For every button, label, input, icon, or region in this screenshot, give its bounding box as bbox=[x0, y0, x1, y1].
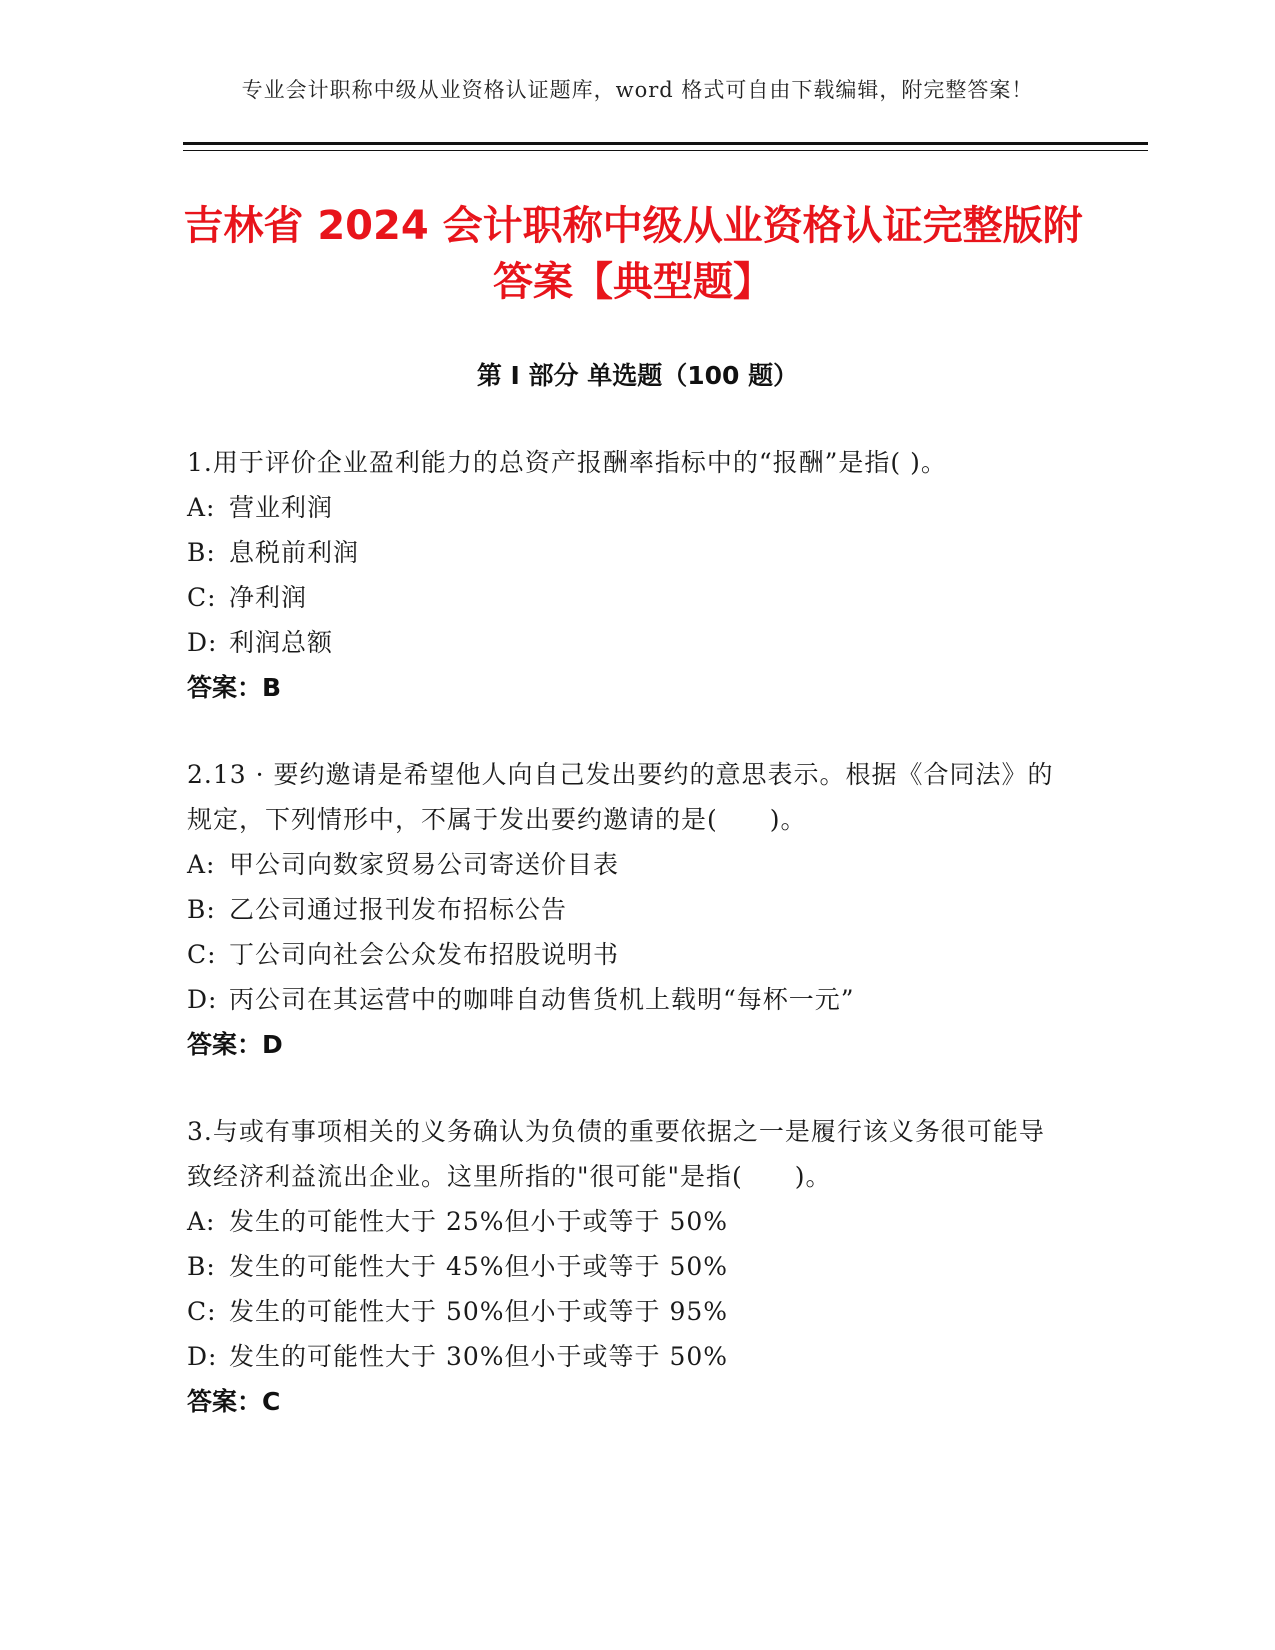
answer-line bbox=[187, 1379, 1067, 1424]
option-key: C: bbox=[187, 1297, 217, 1326]
option-a bbox=[187, 842, 1067, 887]
answer-value: B bbox=[262, 673, 282, 702]
option-a bbox=[187, 1199, 1067, 1244]
question-3 bbox=[187, 1109, 1067, 1424]
option-c bbox=[187, 575, 1067, 620]
answer-value: D bbox=[262, 1030, 283, 1059]
header-rule-thick bbox=[183, 142, 1148, 145]
option-text: 乙公司通过报刊发布招标公告 bbox=[229, 895, 568, 924]
section-title: 第 I 部分 单选题（100 题） bbox=[476, 361, 799, 390]
answer-prefix: 答案： bbox=[187, 1387, 263, 1416]
option-key: C: bbox=[187, 583, 217, 612]
option-text: 甲公司向数家贸易公司寄送价目表 bbox=[229, 850, 620, 879]
option-b bbox=[187, 887, 1067, 932]
answer-line bbox=[187, 665, 1067, 710]
option-text: 发生的可能性大于 45%但小于或等于 50% bbox=[229, 1252, 729, 1281]
option-text: 息税前利润 bbox=[229, 538, 360, 567]
question-stem: 2.13 · 要约邀请是希望他人向自己发出要约的意思表示。根据《合同法》的规定，下列情形中，不属于发出要约邀请的是( )。 bbox=[187, 760, 1054, 834]
option-text: 发生的可能性大于 50%但小于或等于 95% bbox=[229, 1297, 729, 1326]
answer-value: C bbox=[262, 1387, 281, 1416]
option-key: B: bbox=[187, 538, 216, 567]
option-text: 发生的可能性大于 30%但小于或等于 50% bbox=[229, 1342, 729, 1371]
question-1 bbox=[187, 440, 1067, 710]
question-stem: 3.与或有事项相关的义务确认为负债的重要依据之一是履行该义务很可能导致经济利益流出企业。这里所指的"很可能"是指( )。 bbox=[187, 1117, 1045, 1191]
question-2 bbox=[187, 752, 1067, 1067]
option-text: 发生的可能性大于 25%但小于或等于 50% bbox=[229, 1207, 729, 1236]
option-text: 丙公司在其运营中的咖啡自动售货机上载明“每杯一元” bbox=[229, 985, 855, 1014]
option-key: B: bbox=[187, 895, 216, 924]
header-rule-thin bbox=[183, 150, 1148, 151]
option-d bbox=[187, 620, 1067, 665]
option-text: 利润总额 bbox=[229, 628, 334, 657]
answer-prefix: 答案： bbox=[187, 673, 263, 702]
option-c bbox=[187, 1289, 1067, 1334]
option-key: D: bbox=[187, 628, 218, 657]
option-key: D: bbox=[187, 1342, 218, 1371]
option-key: B: bbox=[187, 1252, 216, 1281]
question-list bbox=[187, 440, 1067, 1466]
option-key: A: bbox=[187, 1207, 216, 1236]
document-title: 吉林省 2024 会计职称中级从业资格认证完整版附答案【典型题】 bbox=[183, 203, 1083, 305]
option-key: C: bbox=[187, 940, 217, 969]
answer-line bbox=[187, 1022, 1067, 1067]
option-a bbox=[187, 485, 1067, 530]
option-text: 营业利润 bbox=[229, 493, 334, 522]
question-stem: 1.用于评价企业盈利能力的总资产报酬率指标中的“报酬”是指( )。 bbox=[187, 448, 947, 477]
option-key: A: bbox=[187, 493, 216, 522]
option-key: D: bbox=[187, 985, 218, 1014]
answer-prefix: 答案： bbox=[187, 1030, 263, 1059]
header-note: 专业会计职称中级从业资格认证题库，word 格式可自由下载编辑，附完整答案！ bbox=[241, 78, 1034, 102]
option-d bbox=[187, 1334, 1067, 1379]
option-key: A: bbox=[187, 850, 216, 879]
option-b bbox=[187, 530, 1067, 575]
option-c bbox=[187, 932, 1067, 977]
option-d bbox=[187, 977, 1067, 1022]
option-b bbox=[187, 1244, 1067, 1289]
option-text: 净利润 bbox=[229, 583, 308, 612]
option-text: 丁公司向社会公众发布招股说明书 bbox=[229, 940, 620, 969]
